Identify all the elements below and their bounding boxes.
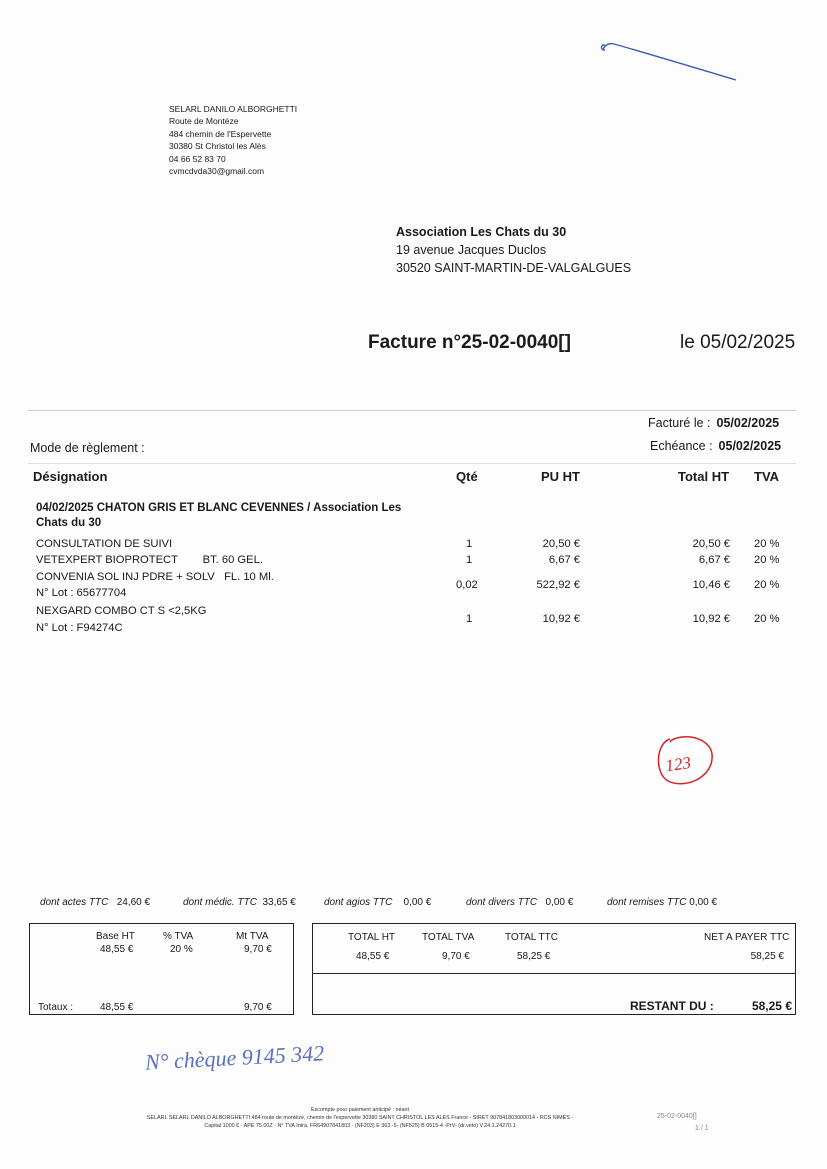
medic-label: dont médic. TTC [183, 897, 257, 908]
actes-label: dont actes TTC [40, 897, 109, 908]
billed-value: 05/02/2025 [716, 416, 780, 430]
billed-date [648, 416, 779, 430]
remaining-label: RESTANT DU : [630, 999, 714, 1013]
row-qty: 1 [466, 613, 473, 625]
row-designation: NEXGARD COMBO CT S <2,5KG [36, 605, 207, 617]
invoice-date: le 05/02/2025 [680, 332, 796, 353]
vat-rate: 20 % [170, 944, 193, 955]
divider [28, 410, 796, 411]
vat-amount: 9,70 € [244, 944, 272, 955]
row-qty: 1 [466, 538, 473, 550]
sender-address-line2: 484 chemin de l'Espervette [169, 128, 272, 139]
circled-number-text: 123 [664, 753, 693, 776]
summary-remises [607, 897, 717, 908]
sender-city: 30380 St Christol les Alès [169, 141, 266, 152]
footer-legal [80, 1106, 640, 1131]
recipient-city: 30520 SAINT-MARTIN-DE-VALGALGUES [396, 261, 632, 275]
divider [28, 463, 796, 464]
footer-company: SELARL SELARL DANILO ALBORGHETTI 484 route de montèze, chemin de l'espervette 30380 SAINT CHRISTOL LES ALES France - SIRET 907841803000014 - RCS NIMES - [146, 1115, 574, 1122]
agios-value: 0,00 € [403, 897, 432, 908]
sender-name: SELARL DANILO ALBORGHETTI [169, 104, 298, 114]
remaining-amount: 58,25 € [751, 999, 792, 1013]
sender-address-line1: Route de Montèze [169, 116, 239, 127]
vat-base-label: Base HT [96, 931, 135, 942]
net-amount: 58,25 € [750, 951, 784, 962]
row-lot: N° Lot : 65677704 [36, 587, 127, 599]
payment-mode: Mode de règlement : [30, 441, 145, 455]
row-tva: 20 % [754, 554, 780, 566]
recipient-name: Association Les Chats du 30 [396, 225, 567, 239]
vat-base: 48,55 € [100, 944, 134, 955]
row-pu: 10,92 € [542, 613, 580, 625]
summary-medic [183, 897, 296, 908]
sender-address [169, 103, 297, 177]
row-tva: 20 % [754, 613, 780, 625]
row-pu: 20,50 € [542, 538, 580, 550]
recipient-street: 19 avenue Jacques Duclos [396, 243, 547, 257]
row-pu: 522,92 € [536, 579, 580, 591]
totals-divider [312, 973, 796, 974]
divers-value: 0,00 € [545, 897, 574, 908]
handwritten-cheque-number: N° chèque 9145 342 [144, 1040, 325, 1075]
total-tva-label: TOTAL TVA [422, 932, 475, 943]
remises-label: dont remises TTC [607, 897, 687, 908]
remises-value: 0,00 € [689, 897, 718, 908]
row-pu: 6,67 € [548, 554, 580, 566]
total-ht: 48,55 € [356, 951, 390, 962]
row-tva: 20 % [754, 538, 780, 550]
header-total-ht: Total HT [678, 469, 730, 484]
medic-value: 33,65 € [262, 897, 296, 908]
footer-discount: Escompte pour paiement anticipé : néant [311, 1107, 409, 1113]
recipient-address [396, 223, 631, 277]
header-tva: TVA [754, 469, 780, 484]
row-total: 10,46 € [692, 579, 730, 591]
signature-scribble [596, 36, 741, 86]
summary-actes [40, 897, 150, 908]
vat-rate-label: % TVA [163, 931, 194, 942]
vat-totals-amount: 9,70 € [244, 1002, 272, 1013]
sender-email: cvmcdvda30@gmail.com [169, 166, 265, 177]
invoice-title: Facture n°25-02-0040[] [368, 332, 571, 353]
row-designation: VETEXPERT BIOPROTECT BT. 60 GEL. [36, 554, 263, 566]
row-designation: CONVENIA SOL INJ PDRE + SOLV FL. 10 Ml. [36, 571, 274, 583]
header-designation: Désignation [33, 469, 108, 484]
total-ht-label: TOTAL HT [348, 932, 396, 943]
summary-divers [466, 897, 573, 908]
due-label: Echéance : [650, 439, 713, 453]
vat-totals-base: 48,55 € [100, 1002, 134, 1013]
footer-invoice-ref: 25-02-0040[] [657, 1113, 697, 1120]
row-designation: CONSULTATION DE SUIVI [36, 538, 173, 550]
footer-page-number: 1 / 1 [695, 1125, 709, 1132]
row-lot: N° Lot : F94274C [36, 622, 123, 634]
total-tva: 9,70 € [442, 951, 470, 962]
header-qty: Qté [456, 469, 478, 484]
handwritten-circled-number [650, 733, 716, 789]
billed-label: Facturé le : [648, 416, 711, 430]
vat-totals-label: Totaux : [38, 1002, 74, 1013]
row-total: 10,92 € [692, 613, 730, 625]
total-ttc: 58,25 € [517, 951, 551, 962]
summary-agios [324, 897, 431, 908]
total-ttc-label: TOTAL TTC [505, 932, 558, 943]
due-value: 05/02/2025 [718, 439, 782, 453]
divers-label: dont divers TTC [466, 897, 538, 908]
sender-phone: 04 66 52 83 70 [169, 153, 226, 164]
header-pu-ht: PU HT [541, 469, 580, 484]
footer-registration: Capital 1000 € · APE 75.00Z · N° TVA Intra. FR64907841803 · (NF203) E 363 -5- (NF525) B 0515-4 -PrV- (dr.veto) V.24.1.24270.1 [204, 1123, 516, 1130]
row-qty: 0,02 [456, 579, 478, 591]
section-title: 04/02/2025 CHATON GRIS ET BLANC CEVENNES / Association Les Chats du 30 [36, 502, 402, 529]
due-date [650, 439, 781, 453]
row-total: 6,67 € [698, 554, 730, 566]
row-tva: 20 % [754, 579, 780, 591]
vat-amount-label: Mt TVA [236, 931, 269, 942]
net-label: NET A PAYER TTC [704, 932, 790, 943]
row-total: 20,50 € [692, 538, 730, 550]
agios-label: dont agios TTC [324, 897, 393, 908]
actes-value: 24,60 € [116, 897, 151, 908]
row-qty: 1 [466, 554, 473, 566]
